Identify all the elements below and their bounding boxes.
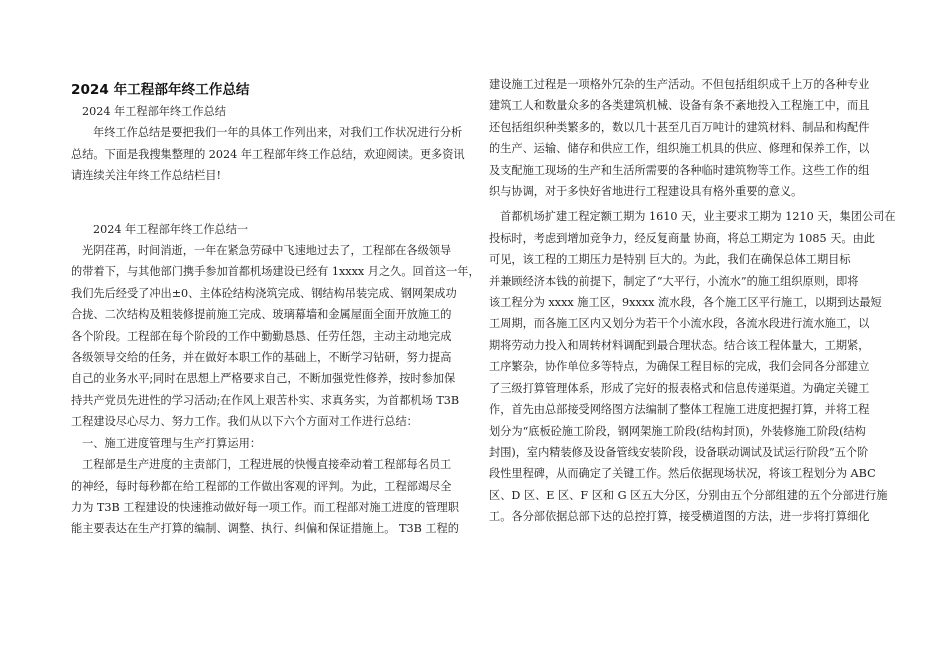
text-line: 各个阶段。工程部在每个阶段的工作中勤勤恳恳、任劳任怨，主动主动地完成 [71,329,452,343]
text-line: 能主要表达在生产打算的编制、调整、执行、纠偏和保证措施上。 T3B 工程的 [71,522,459,536]
section-heading: 2024 年工程部年终工作总结一 [93,222,249,236]
text-line: 工周期，而各施工区内又划分为若干个小流水段，各流水段进行流水施工，以 [489,317,870,331]
text-line: 建筑工人和数量众多的各类建筑机械、设备有条不紊地投入工程施工中，而且 [489,99,870,113]
text-line: 总结。下面是我搜集整理的 2024 年工程部年终工作总结，欢迎阅读。更多资讯 [71,147,465,161]
text-line: 投标时，考虑到增加竞争力，经反复商量 协商，将总工期定为 1085 天。由此 [489,231,875,245]
right-column [489,74,896,528]
text-line: 该工程分为 xxxx 施工区，9xxxx 流水段，各个施工区平行施工，以期到达最短 [489,296,882,310]
text-line: 封围)，室内精装修及设备管线安装阶段，设备联动调试及试运行阶段”五个阶 [489,445,869,459]
text-line: 作，首先由总部接受网络图方法编制了整体工程施工进度把握打算，并将工程 [489,403,870,417]
left-column [71,101,480,540]
text-line: 区、D 区、E 区、F 区和 G 区五大分区，分别由五个分部组建的五个分部进行施 [489,488,888,502]
text-line: 的带着下，与其他部门携手参加首都机场建设已经有 1xxxx 月之久。回首这一年， [71,265,480,279]
text-line: 工。各分部依据总部下达的总控打算，接受横道图的方法，进一步将打算细化 [489,510,870,524]
text-line: 光阴荏苒，时间消逝，一年在紧急劳碌中飞速地过去了，工程部在各级领导 [82,244,452,258]
text-line: 还包括组织种类繁多的，数以几十甚至几百万吨计的建筑材料、制品和构配件 [489,120,870,134]
text-line: 段性里程碑，从而确定了关键工作。然后依据现场状况，将该工程划分为 ABC [489,467,876,481]
text-line: 了三级打算管理体系，形成了完好的报表格式和信息传递渠道。为确定关键工 [489,381,870,395]
text-line: 的神经，每时每秒都在给工程部的工作做出客观的评判。为此，工程部竭尽全 [71,479,452,493]
text-line: 期将劳动力投入和周转材料调配到最合理状态。结合该工程体量大，工期紧， [489,338,870,352]
text-line: 工程建设尽心尽力、努力工作。我们从以下六个方面对工作进行总结： [71,415,418,429]
text-line: 首都机场扩建工程定额工期为 1610 天，业主要求工期为 1210 天，集团公司在 [500,210,896,224]
text-line: 划分为“底板砼施工阶段，钢网架施工阶段(结构封顶)，外装修施工阶段(结构 [489,424,866,438]
text-line: 各级领导交给的任务，并在做好本职工作的基础上，不断学习钻研，努力提高 [71,351,452,365]
text-line: 的生产、运输、储存和供应工作，组织施工机具的供应、修理和保养工作，以 [489,142,870,156]
text-line: 合拢、二次结构及粗装修提前施工完成、玻璃幕墙和金属屋面全面开放施工的 [71,308,452,322]
text-line: 年终工作总结是要把我们一年的具体工作列出来，对我们工作状况进行分析 [93,126,463,140]
text-line: 工序繁杂，协作单位多等特点，为确保工程目标的完成，我们会同各分部建立 [489,360,870,374]
section-heading: 一、施工进度管理与生产打算运用： [82,436,262,450]
text-line: 自己的业务水平;同时在思想上严格要求自己，不断加强党性修养，按时参加保 [71,372,456,386]
text-line: 织与协调，对于多快好省地进行工程建设具有格外重要的意义。 [489,185,803,199]
subtitle-line: 2024 年工程部年终工作总结 [82,105,226,118]
text-line: 及支配施工现场的生产和生活所需要的各种临时建筑物等工作。这些工作的组 [489,163,870,177]
document-title: 2024 年工程部年终工作总结 [71,82,250,98]
text-line: 可见，该工程的工期压力是特别 巨大的。为此，我们在确保总体工期目标 [489,253,851,267]
text-line: 力为 T3B 工程建设的快速推动做好每一项工作。而工程部对施工进度的管理职 [71,500,459,514]
text-line: 建设施工过程是一项格外冗杂的生产活动。不但包括组织成千上万的各种专业 [489,78,870,91]
text-line: 请连续关注年终工作总结栏目! [71,169,221,183]
text-line: 并兼顾经济本钱的前提下，制定了“大平行，小流水”的施工组织原则，即将 [489,274,859,288]
text-line: 工程部是生产进度的主责部门，工程进展的快慢直接牵动着工程部每名员工 [82,458,452,472]
text-line: 我们先后经受了冲出±0、主体砼结构浇筑完成、钢结构吊装完成、钢网架成功 [71,286,457,300]
text-line: 持共产党员先进性的学习活动;在作风上艰苦朴实、求真务实，为首都机场 T3B [71,393,460,407]
